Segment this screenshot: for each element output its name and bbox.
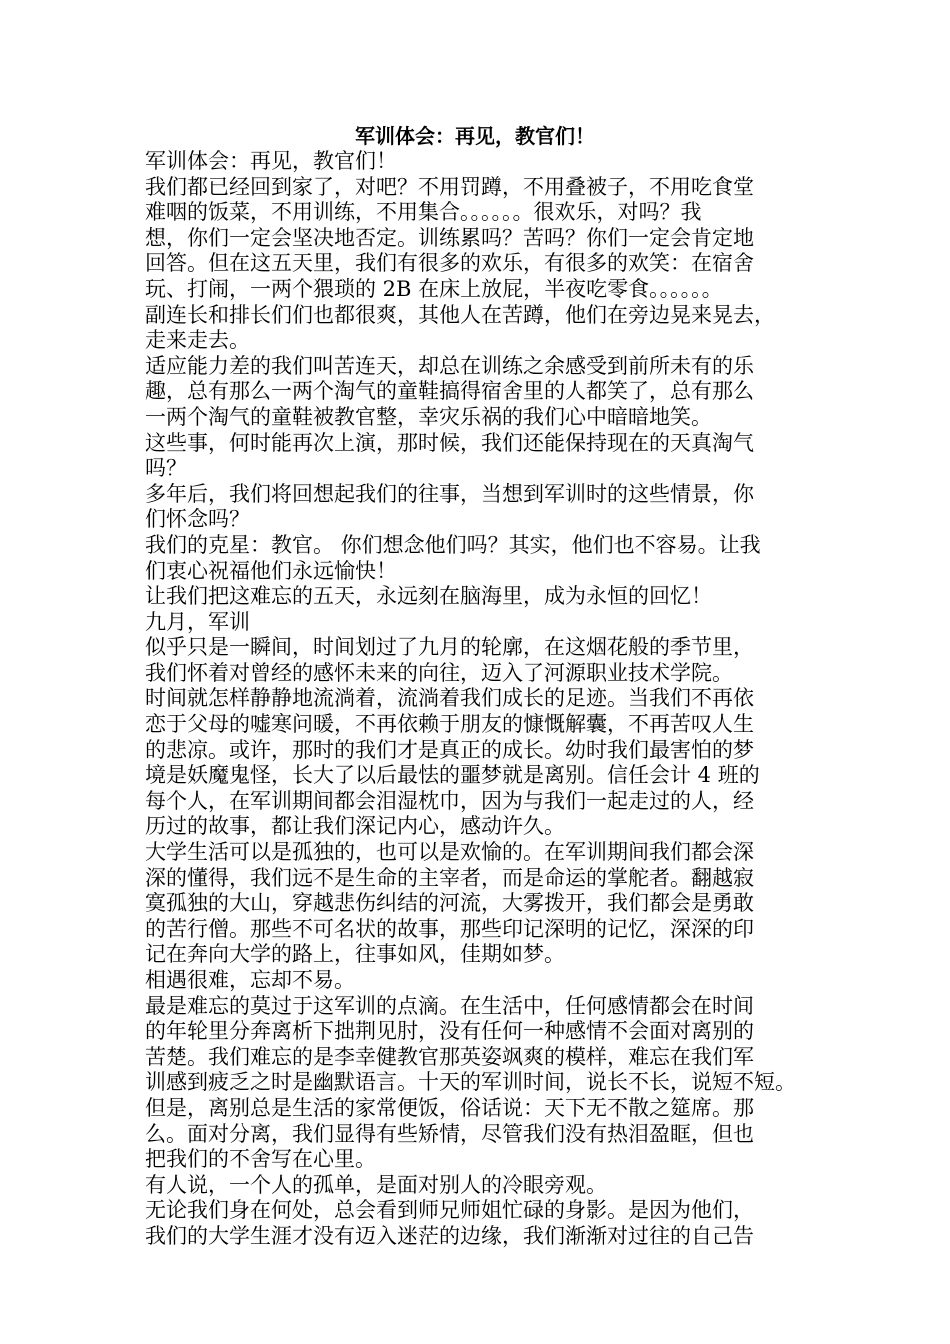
text-line: 走来走去。 bbox=[145, 328, 250, 353]
text-line: 这些事，何时能再次上演，那时候，我们还能保持现在的天真淘气 bbox=[145, 430, 754, 455]
text-line: 但是，离别总是生活的家常便饭，俗话说：天下无不散之筵席。那 bbox=[145, 1095, 754, 1120]
text-line: 的年轮里分奔离析下拙荆见肘，没有任何一种感情不会面对离别的 bbox=[145, 1019, 754, 1044]
text-line: 吗？ bbox=[145, 456, 187, 481]
text-line: 无论我们身在何处，总会看到师兄师姐忙碌的身影。是因为他们， bbox=[145, 1198, 754, 1223]
text-line: 玩、打闹，一两个猥琐的 2B 在床上放屁，半夜吃零食。。。。。。 bbox=[145, 276, 723, 301]
text-line: 最是难忘的莫过于这军训的点滴。在生活中，任何感情都会在时间 bbox=[145, 993, 754, 1018]
text-line: 们衷心祝福他们永远愉快！ bbox=[145, 558, 397, 583]
text-line: 我们的克星：教官。 你们想念他们吗？其实，他们也不容易。让我 bbox=[145, 532, 761, 557]
text-line: 副连长和排长们们也都很爽，其他人在苦蹲，他们在旁边晃来晃去， bbox=[145, 302, 775, 327]
text-line: 每个人，在军训期间都会泪湿枕巾，因为与我们一起走过的人，经 bbox=[145, 788, 754, 813]
text-line: 我们的大学生涯才没有迈入迷茫的边缘，我们渐渐对过往的自己告 bbox=[145, 1223, 754, 1248]
text-line: 想，你们一定会坚决地否定。训练累吗？苦吗？你们一定会肯定地 bbox=[145, 225, 754, 250]
text-line: 大学生活可以是孤独的，也可以是欢愉的。在军训期间我们都会深 bbox=[145, 840, 754, 865]
text-line: 适应能力差的我们叫苦连天，却总在训练之余感受到前所未有的乐 bbox=[145, 353, 754, 378]
text-line: 恋于父母的嘘寒问暖，不再依赖于朋友的慷慨解囊，不再苦叹人生 bbox=[145, 712, 754, 737]
text-line: 把我们的不舍写在心里。 bbox=[145, 1147, 376, 1172]
text-line: 军训体会：再见，教官们！ bbox=[145, 149, 397, 173]
text-line: 我们都已经回到家了，对吧？不用罚蹲，不用叠被子，不用吃食堂 bbox=[145, 174, 754, 199]
text-line: 有人说，一个人的孤单，是面对别人的冷眼旁观。 bbox=[145, 1172, 607, 1197]
text-line: 一两个淘气的童鞋被教官整，幸灾乐祸的我们心中暗暗地笑。 bbox=[145, 404, 712, 429]
text-line: 境是妖魔鬼怪，长大了以后最怯的噩梦就是离别。信任会计 4 班的 bbox=[145, 763, 760, 788]
text-line: 让我们把这难忘的五天，永远刻在脑海里，成为永恒的回忆！ bbox=[145, 584, 712, 609]
text-line: 深的懂得，我们远不是生命的主宰者，而是命运的掌舵者。翻越寂 bbox=[145, 865, 754, 890]
text-line: 苦楚。我们难忘的是李幸健教官那英姿飒爽的模样，难忘在我们军 bbox=[145, 1044, 754, 1069]
text-line: 回答。但在这五天里，我们有很多的欢乐，有很多的欢笑：在宿舍 bbox=[145, 251, 754, 276]
text-line: 难咽的饭菜，不用训练，不用集合。。。。。。很欢乐，对吗？我 bbox=[145, 200, 702, 225]
text-line: 时间就怎样静静地流淌着，流淌着我们成长的足迹。当我们不再依 bbox=[145, 686, 754, 711]
text-line: 历过的故事，都让我们深记内心，感动许久。 bbox=[145, 814, 565, 839]
text-line: 们怀念吗？ bbox=[145, 507, 250, 532]
text-line: 似乎只是一瞬间，时间划过了九月的轮廓，在这烟花般的季节里， bbox=[145, 635, 754, 660]
text-line: 趣，总有那么一两个淘气的童鞋搞得宿舍里的人都笑了，总有那么 bbox=[145, 379, 754, 404]
document-title: 军训体会：再见，教官们！ bbox=[355, 124, 595, 148]
text-line: 的苦行僧。那些不可名状的故事，那些印记深明的记忆，深深的印 bbox=[145, 916, 754, 941]
text-line: 相遇很难，忘却不易。 bbox=[145, 968, 355, 992]
text-line: 我们怀着对曾经的感怀未来的向往，迈入了河源职业技术学院。 bbox=[145, 660, 733, 685]
text-line: 寞孤独的大山，穿越悲伤纠结的河流，大雾拨开，我们都会是勇敢 bbox=[145, 891, 754, 916]
document-body bbox=[145, 149, 845, 1250]
text-line: 么。面对分离，我们显得有些矫情，尽管我们没有热泪盈眶，但也 bbox=[145, 1121, 754, 1146]
text-line: 记在奔向大学的路上，往事如风，佳期如梦。 bbox=[145, 942, 565, 967]
text-line: 的悲凉。或许，那时的我们才是真正的成长。幼时我们最害怕的梦 bbox=[145, 737, 754, 762]
text-line: 九月，军训 bbox=[145, 609, 250, 634]
text-line: 训感到疲乏之时是幽默语言。十天的军训时间，说长不长，说短不短。 bbox=[145, 1070, 796, 1095]
text-line: 多年后，我们将回想起我们的往事，当想到军训时的这些情景，你 bbox=[145, 481, 754, 506]
